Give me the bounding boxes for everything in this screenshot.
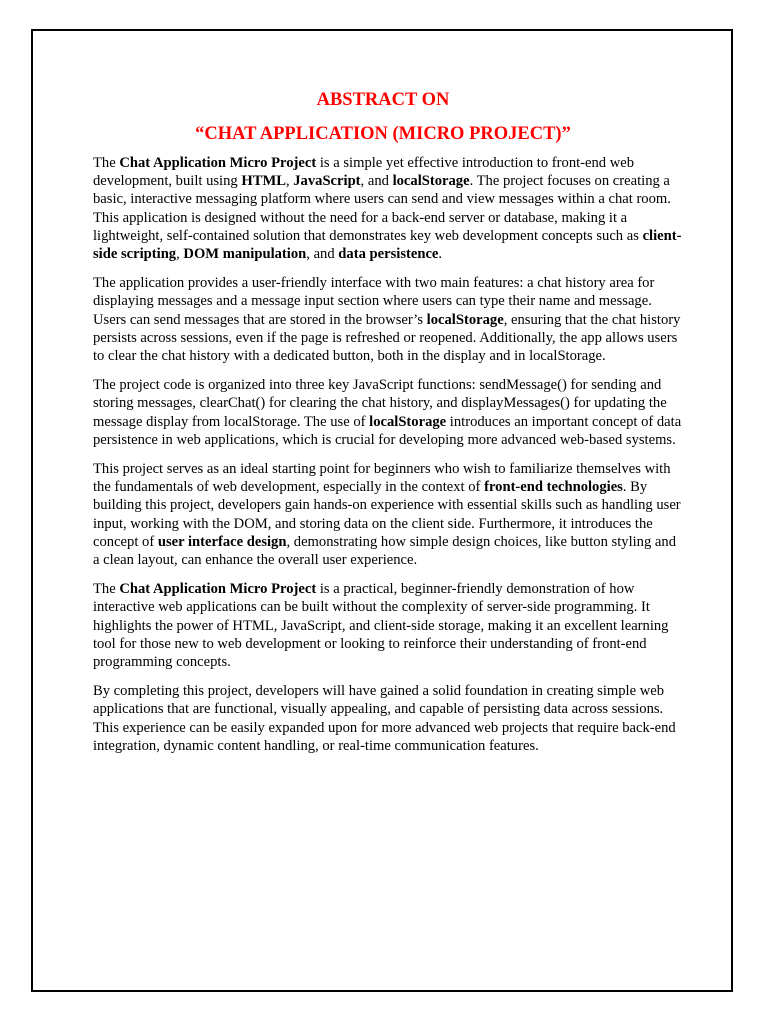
bold-term: JavaScript bbox=[293, 173, 361, 190]
text-run: is a practical, beginner-friendly demonstration of how interactive web applications can be built without the complexity of server-side programming. It highlights the power of HTML, JavaScript, and client-side storage, making it an excellent learning tool for those new to web development or looking to reinforce their understanding of front-end programming concepts. bbox=[93, 581, 669, 671]
bold-term: user interface design bbox=[157, 533, 287, 550]
text-run: , bbox=[285, 173, 294, 190]
text-run: The bbox=[93, 155, 120, 171]
text-run: , bbox=[176, 246, 184, 263]
text-run: , ensuring that the chat history persists across sessions, even if the page is refreshed or reopened. Additionally, the app allows users to clear the chat history with a dedicated button, both in the display and in localStorage. bbox=[93, 311, 681, 365]
bold-term: Chat Application Micro Project bbox=[119, 581, 317, 598]
text-run: , and bbox=[306, 246, 339, 263]
bold-term: client-side scripting bbox=[93, 227, 682, 263]
text-run: By completing this project, developers will have gained a solid foundation in creating simple web applications that are functional, visually appealing, and capable of persisting data across sessions. This experience can be easily expanded upon for more advanced web projects that require back-end integration, dynamic content handling, or real-time communication features. bbox=[93, 683, 676, 754]
abstract-paragraph bbox=[93, 460, 683, 569]
text-run: This project serves as an ideal starting point for beginners who wish to familiarize themselves with the fundamentals of web development, especially in the context of bbox=[93, 461, 671, 496]
title-line-1: ABSTRACT ON bbox=[316, 90, 450, 110]
abstract-paragraph bbox=[93, 580, 683, 671]
abstract-paragraph bbox=[93, 682, 683, 755]
text-run: The bbox=[93, 581, 120, 598]
text-run: . bbox=[438, 246, 443, 263]
bold-term: front-end technologies bbox=[484, 479, 623, 496]
text-run: , demonstrating how simple design choices, like button styling and a clean layout, can enhance the overall user experience. bbox=[93, 533, 676, 569]
bold-term: DOM manipulation bbox=[183, 246, 307, 263]
text-run: , and bbox=[360, 173, 393, 190]
text-run: . By building this project, developers gain hands-on experience with essential skills such as handling user input, working with the DOM, and storing data on the client side. Furthermore, it introduces the concept of bbox=[93, 479, 681, 550]
bold-term: localStorage bbox=[369, 413, 447, 430]
bold-term: Chat Application Micro Project bbox=[119, 155, 317, 171]
abstract-body bbox=[93, 154, 683, 766]
abstract-paragraph bbox=[93, 274, 683, 365]
abstract-paragraph bbox=[93, 154, 683, 263]
text-run: introduces an important concept of data persistence in web applications, which is crucial for developing more advanced web-based systems. bbox=[93, 413, 682, 448]
text-run: . The project focuses on creating a basic, interactive messaging platform where users can send and view messages within a chat room. This application is designed without the need for a back-end server or database, making it a lightweight, self-contained solution that demonstrates key web development concepts such as bbox=[93, 173, 671, 244]
text-run: The application provides a user-friendly interface with two main features: a chat history area for displaying messages and a message input section where users can type their name and message. Users can send messages that are stored in the browser’s bbox=[93, 275, 655, 328]
text-run: is a simple yet effective introduction to front-end web development, built using bbox=[93, 155, 635, 190]
bold-term: localStorage bbox=[426, 311, 504, 328]
bold-term: HTML bbox=[241, 173, 286, 190]
title-line-2: “CHAT APPLICATION (MICRO PROJECT)” bbox=[195, 124, 571, 144]
bold-term: localStorage bbox=[392, 173, 470, 190]
abstract-paragraph bbox=[93, 376, 683, 449]
text-run: The project code is organized into three key JavaScript functions: sendMessage() for sending and storing messages, clearChat() for clearing the chat history, and displayMessages() for updating the message display from localStorage. The use of bbox=[93, 377, 667, 430]
bold-term: data persistence bbox=[338, 246, 439, 263]
